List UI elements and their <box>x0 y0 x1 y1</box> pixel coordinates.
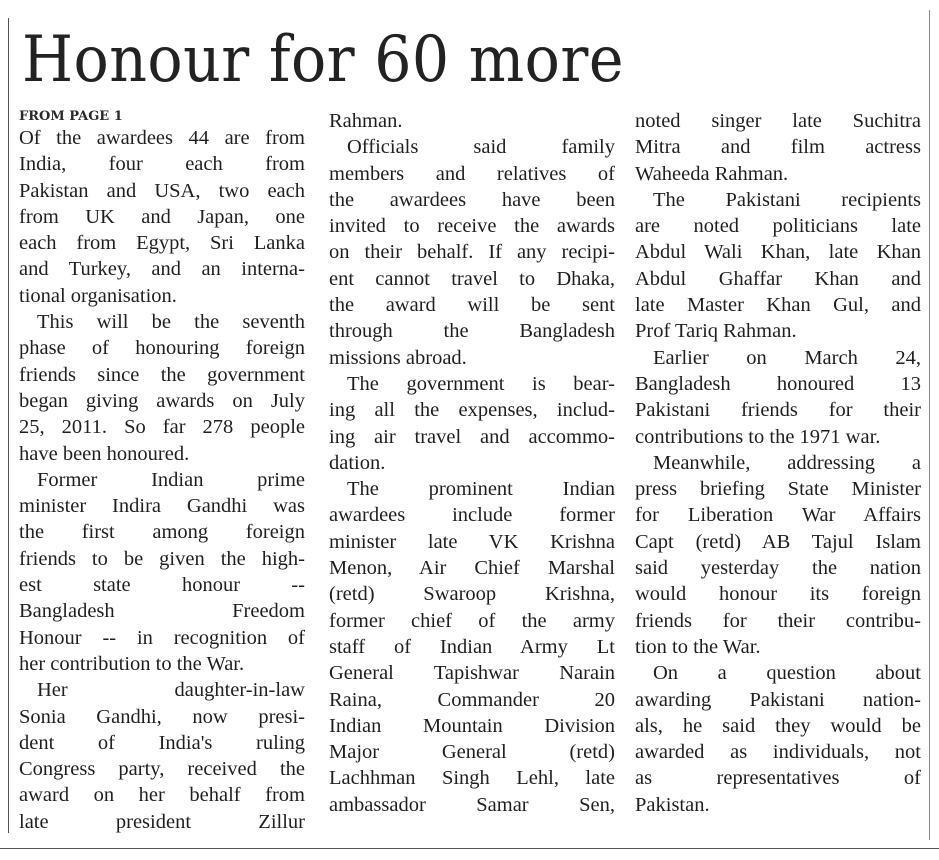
text-line: missions abroad. <box>329 346 467 369</box>
text-line: awardees include former <box>329 504 615 527</box>
text-line: ambassador Samar Sen, <box>329 793 615 816</box>
text-line: friends for their contribu- <box>635 609 921 632</box>
text-line: through the Bangladesh <box>329 320 615 343</box>
text-line: awarding Pakistani nation- <box>635 688 921 711</box>
text-line: tional organisation. <box>19 284 177 307</box>
text-line: Honour -- in recognition of <box>19 626 305 649</box>
text-line: her contribution to the War. <box>19 652 245 675</box>
text-line: the first among foreign <box>19 521 305 544</box>
text-line: Waheeda Rahman. <box>635 162 789 185</box>
text-line: contributions to the 1971 war. <box>635 425 881 448</box>
text-line: Lachhman Singh Lehl, late <box>329 767 615 790</box>
text-line: This will be the seventh <box>37 311 305 334</box>
text-line: Bangladesh honoured 13 <box>635 372 921 395</box>
text-line: (retd) Swaroop Krishna, <box>329 583 615 606</box>
text-line: noted singer late Suchitra <box>635 110 921 132</box>
text-line: friends to be given the high- <box>19 547 305 570</box>
text-line: late Master Khan Gul, and <box>635 294 921 317</box>
text-line: Rahman. <box>329 110 403 132</box>
text-line: the awardees have been <box>329 188 615 211</box>
text-line: friends since the government <box>19 363 305 386</box>
column-3-lines <box>635 108 921 818</box>
text-line: ing air travel and accommo- <box>329 425 615 448</box>
text-line: staff of Indian Army Lt <box>329 635 615 658</box>
text-line: have been honoured. <box>19 442 190 465</box>
text-line: minister Indira Gandhi was <box>19 495 305 518</box>
text-line: est state honour -- <box>19 574 305 597</box>
text-line: The Pakistani recipients <box>653 188 921 211</box>
text-line: each from Egypt, Sri Lanka <box>19 232 305 255</box>
text-line: former chief of the army <box>329 609 615 632</box>
text-line: Officials said family <box>347 136 615 159</box>
text-line: Capt (retd) AB Tajul Islam <box>635 530 921 553</box>
text-line: Sonia Gandhi, now presi- <box>19 705 305 728</box>
text-line: for Liberation War Affairs <box>635 504 921 527</box>
text-line: General Tapishwar Narain <box>329 662 615 685</box>
text-line: Of the awardees 44 are from <box>19 127 305 149</box>
headline: Honour for 60 more <box>22 23 624 97</box>
text-line: minister late VK Krishna <box>329 530 615 553</box>
bottom-rule <box>0 848 939 849</box>
left-column-rule <box>8 18 9 833</box>
text-line: the award will be sent <box>329 294 615 317</box>
text-line: Earlier on March 24, <box>653 346 921 369</box>
text-line: said yesterday the nation <box>635 557 921 580</box>
text-line: Menon, Air Chief Marshal <box>329 557 615 580</box>
text-line: India, four each from <box>19 153 305 176</box>
text-line: press briefing State Minister <box>635 478 921 501</box>
text-line: Major General (retd) <box>329 741 615 764</box>
text-line: members and relatives of <box>329 162 615 185</box>
text-line: awarded as individuals, not <box>635 741 921 764</box>
article-column-3 <box>635 108 921 818</box>
text-line: and Turkey, and an interna- <box>19 258 305 281</box>
text-line: Abdul Wali Khan, late Khan <box>635 241 921 264</box>
text-line: 25, 2011. So far 278 people <box>19 416 305 439</box>
text-line: Her daughter-in-law <box>37 679 305 702</box>
column-2-lines <box>329 108 615 818</box>
article-column-2 <box>329 108 615 818</box>
text-line: Abdul Ghaffar Khan and <box>635 267 921 290</box>
text-line: from UK and Japan, one <box>19 205 305 228</box>
kicker-from-page: FROM PAGE 1 <box>19 109 123 124</box>
text-line: Indian Mountain Division <box>329 714 615 737</box>
text-line: als, he said they would be <box>635 714 921 737</box>
text-line: as representatives of <box>635 767 921 790</box>
text-line: Prof Tariq Rahman. <box>635 320 797 343</box>
text-line: On a question about <box>653 662 921 685</box>
text-line: are noted politicians late <box>635 215 921 238</box>
text-line: Pakistan and USA, two each <box>19 179 305 202</box>
text-line: ent cannot travel to Dhaka, <box>329 267 615 290</box>
text-line: Congress party, received the <box>19 758 305 781</box>
text-line: The government is bear- <box>347 372 615 395</box>
text-line: phase of honouring foreign <box>19 337 305 360</box>
text-line: ing all the expenses, includ- <box>329 399 615 422</box>
text-line: on their behalf. If any recipi- <box>329 241 615 264</box>
text-line: Pakistan. <box>635 793 710 816</box>
text-line: Pakistani friends for their <box>635 399 921 422</box>
text-line: began giving awards on July <box>19 389 305 412</box>
text-line: late president Zillur <box>19 810 305 833</box>
text-line: dent of India's ruling <box>19 731 305 754</box>
text-line: would honour its foreign <box>635 583 921 606</box>
text-line: Meanwhile, addressing a <box>653 451 921 474</box>
article-column-1 <box>19 108 305 835</box>
text-line: Former Indian prime <box>37 468 305 491</box>
text-line: Bangladesh Freedom <box>19 600 305 623</box>
text-line: tion to the War. <box>635 635 761 658</box>
text-line: award on her behalf from <box>19 784 305 807</box>
text-line: invited to receive the awards <box>329 215 615 238</box>
text-line: Mitra and film actress <box>635 136 921 159</box>
text-line: The prominent Indian <box>347 478 615 501</box>
text-line: dation. <box>329 451 386 474</box>
text-line: Raina, Commander 20 <box>329 688 615 711</box>
column-1-lines <box>19 125 305 835</box>
right-page-edge-rule <box>929 10 930 840</box>
